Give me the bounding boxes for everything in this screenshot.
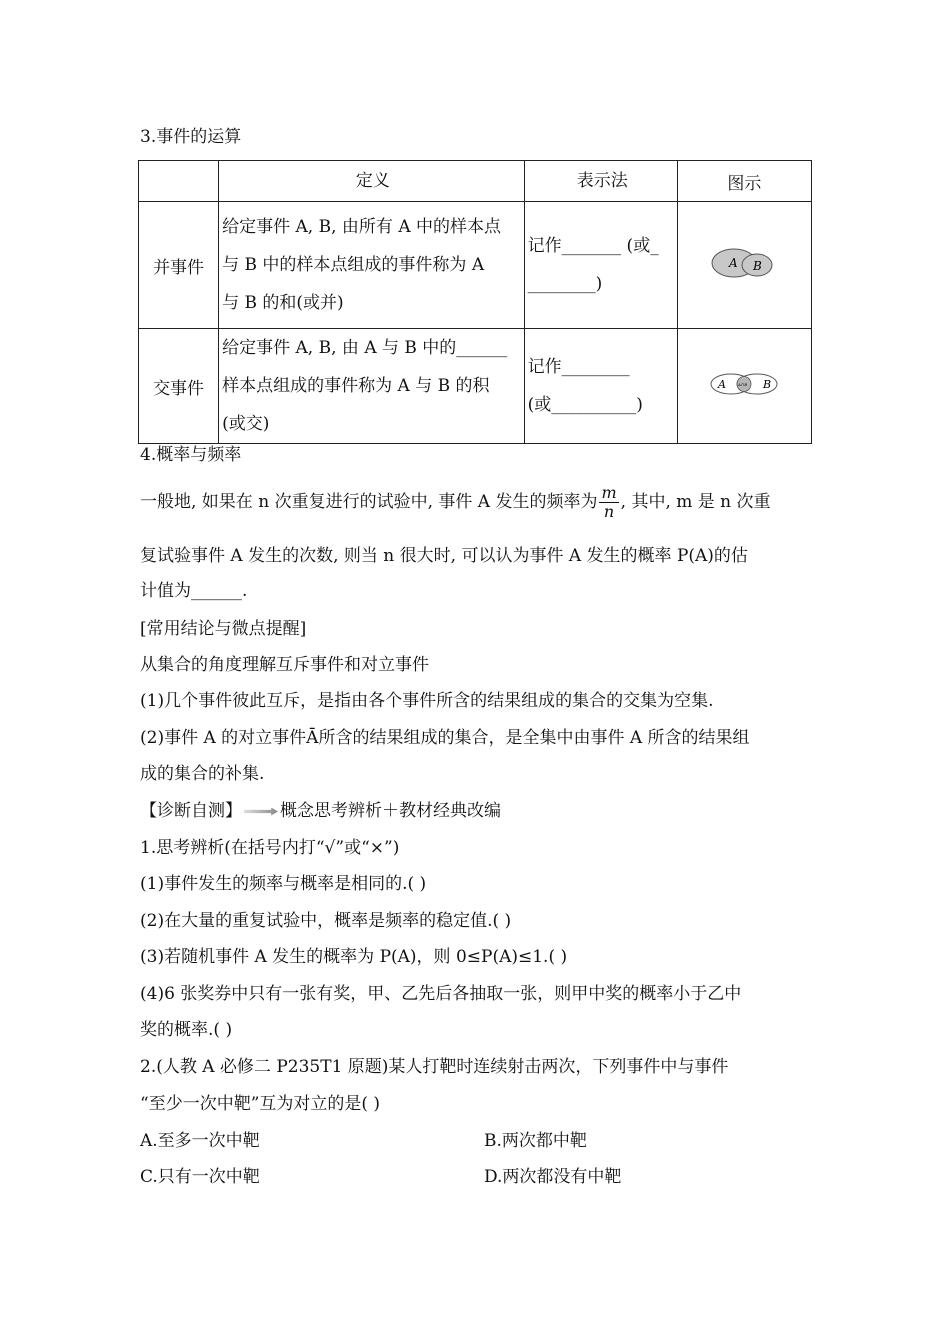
intersection-venn-diagram bbox=[709, 370, 779, 398]
header-notation: 表示法 bbox=[524, 161, 677, 202]
union-def-line: 与 B 的和(或并) bbox=[222, 293, 344, 313]
venn-label-b: B bbox=[753, 258, 763, 273]
probability-paragraph-line bbox=[140, 484, 771, 521]
union-diagram-cell bbox=[677, 202, 811, 329]
intersection-notation-line: 记作________ bbox=[527, 357, 630, 377]
fraction-numerator: m bbox=[601, 483, 617, 502]
section-3-title: 3.事件的运算 bbox=[140, 127, 242, 147]
header-definition: 定义 bbox=[219, 161, 525, 202]
option-d: D.两次都没有中靶 bbox=[484, 1167, 622, 1187]
note-item: (1)几个事件彼此互斥，是指由各个事件所含的结果组成的集合的交集为空集. bbox=[140, 691, 714, 711]
diagnosis-subtitle: 概念思考辨析＋教材经典改编 bbox=[280, 801, 501, 821]
intersection-def-line: 给定事件 A, B, 由 A 与 B 中的______ bbox=[222, 338, 508, 358]
fraction-denominator: n bbox=[603, 502, 615, 521]
venn-label-b: B bbox=[763, 377, 772, 391]
question-item: (1)事件发生的频率与概率是相同的.( ) bbox=[140, 874, 427, 894]
table-header-row bbox=[139, 161, 812, 202]
paragraph-text: , 其中, m 是 n 次重 bbox=[620, 492, 771, 512]
venn-label-intersection: A∩B bbox=[738, 381, 748, 387]
notes-title: [常用结论与微点提醒] bbox=[140, 619, 307, 639]
probability-paragraph-line: 复试验事件 A 发生的次数, 则当 n 很大时, 可以认为事件 A 发生的概率 P(A)的估 bbox=[140, 546, 748, 566]
union-def-line: 与 B 中的样本点组成的事件称为 A bbox=[222, 255, 485, 275]
intersection-definition bbox=[219, 329, 525, 444]
section-4-title: 4.概率与频率 bbox=[140, 445, 242, 465]
question-2-line: 2.(人教 A 必修二 P235T1 原题)某人打靶时连续射击两次，下列事件中与事件 bbox=[140, 1057, 729, 1077]
event-operations-table bbox=[138, 160, 812, 444]
note-item: 成的集合的补集. bbox=[140, 764, 265, 784]
header-diagram: 图示 bbox=[677, 161, 811, 202]
union-definition bbox=[219, 202, 525, 329]
venn-label-a: A bbox=[729, 255, 739, 270]
header-empty bbox=[139, 161, 219, 202]
arrow-right-icon bbox=[244, 808, 278, 816]
intersection-diagram-cell bbox=[677, 329, 811, 444]
option-b: B.两次都中靶 bbox=[484, 1131, 587, 1151]
union-notation-line: ________) bbox=[527, 274, 603, 294]
table-row-intersection bbox=[139, 329, 812, 444]
venn-label-a: A bbox=[718, 377, 727, 391]
option-c: C.只有一次中靶 bbox=[140, 1167, 260, 1187]
intersection-notation-line: (或__________) bbox=[527, 395, 643, 415]
option-a: A.至多一次中靶 bbox=[140, 1131, 260, 1151]
frequency-fraction bbox=[599, 484, 618, 521]
question-title: 1.思考辨析(在括号内打“√”或“×”) bbox=[140, 838, 400, 858]
paragraph-text: 一般地, 如果在 n 次重复进行的试验中, 事件 A 发生的频率为 bbox=[140, 492, 598, 512]
table-row-union bbox=[139, 202, 812, 329]
intersection-notation bbox=[524, 329, 677, 444]
diagnosis-header bbox=[140, 800, 501, 822]
question-item: 奖的概率.( ) bbox=[140, 1020, 233, 1040]
question-item: (4)6 张奖券中只有一张有奖，甲、乙先后各抽取一张，则甲中奖的概率小于乙中 bbox=[140, 984, 742, 1004]
intersection-def-line: 样本点组成的事件称为 A 与 B 的积 bbox=[222, 376, 490, 396]
union-name: 并事件 bbox=[139, 202, 219, 329]
question-2-line: “至少一次中靶”互为对立的是( ) bbox=[140, 1094, 381, 1114]
intersection-def-line: (或交) bbox=[222, 414, 270, 434]
question-item: (2)在大量的重复试验中，概率是频率的稳定值.( ) bbox=[140, 911, 512, 931]
probability-paragraph-line: 计值为______. bbox=[140, 581, 248, 601]
diagnosis-label: 【诊断自测】 bbox=[140, 801, 242, 821]
note-item: (2)事件 A 的对立事件Ā所含的结果组成的集合，是全集中由事件 A 所含的结果组 bbox=[140, 728, 750, 748]
union-notation bbox=[524, 202, 677, 329]
union-venn-diagram bbox=[709, 245, 779, 281]
question-item: (3)若随机事件 A 发生的概率为 P(A)，则 0≤P(A)≤1.( ) bbox=[140, 947, 568, 967]
intersection-name: 交事件 bbox=[139, 329, 219, 444]
notes-intro: 从集合的角度理解互斥事件和对立事件 bbox=[140, 655, 429, 675]
union-def-line: 给定事件 A, B, 由所有 A 中的样本点 bbox=[222, 217, 501, 237]
union-notation-line: 记作_______ (或_ bbox=[527, 236, 659, 256]
